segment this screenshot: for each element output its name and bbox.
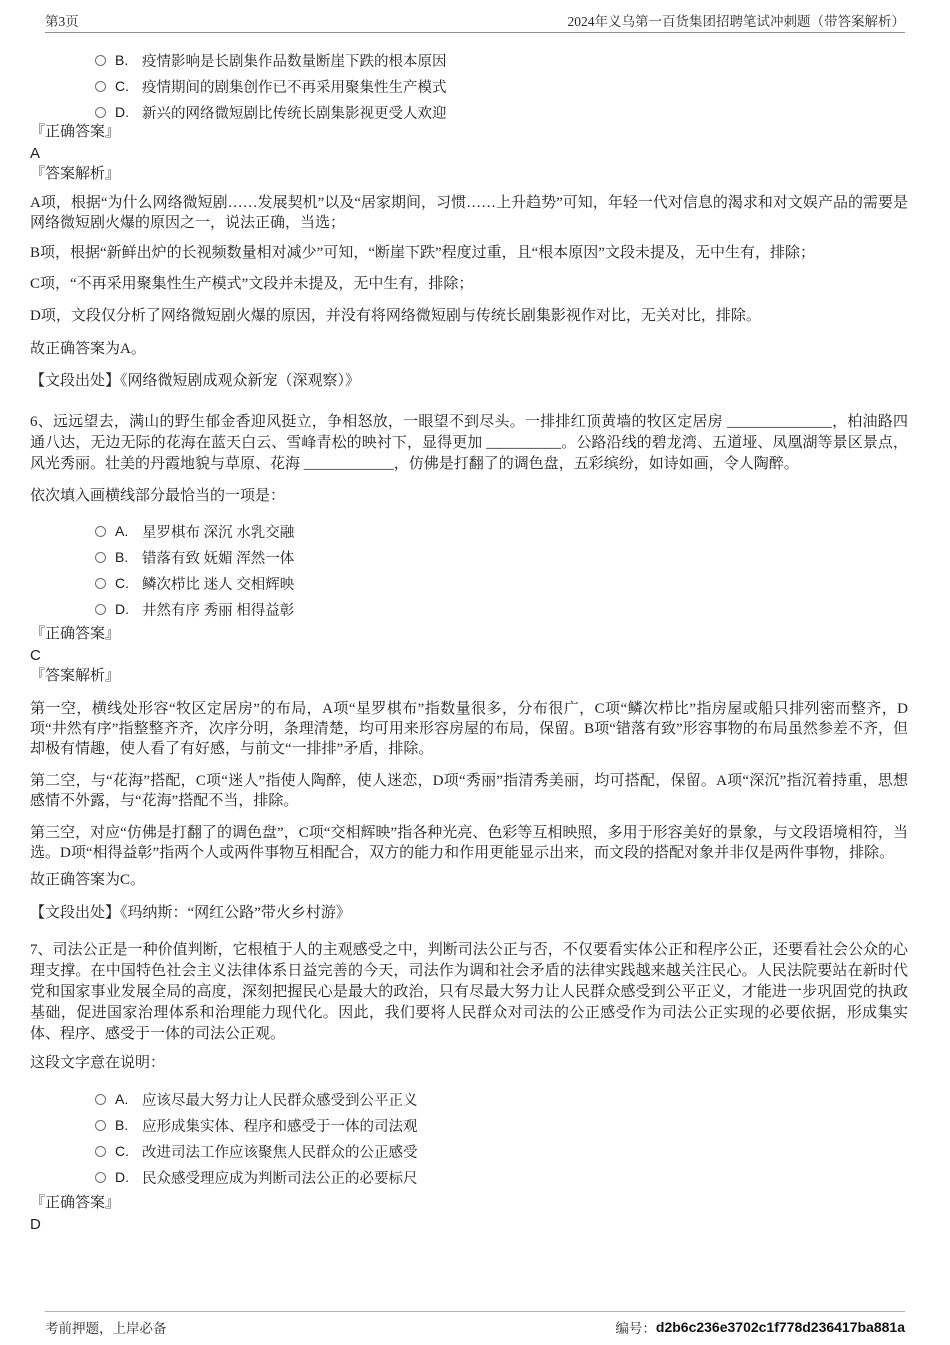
- radio-icon[interactable]: [95, 1146, 106, 1157]
- q7-options: [30, 1089, 908, 1187]
- q5-option-c[interactable]: [95, 76, 908, 96]
- q5-option-b[interactable]: [95, 50, 908, 70]
- radio-icon[interactable]: [95, 526, 106, 537]
- option-text: 应形成集实体、程序和感受于一体的司法观: [142, 1118, 418, 1135]
- q5-analysis-a: A项，根据“为什么网络微短剧……发展契机”以及“居家期间，习惯……上升趋势”可知，年轻一代对信息的渴求和对文娱产品的需要是网络微短剧火爆的原因之一，说法正确，当选；: [30, 195, 908, 231]
- option-letter: D.: [115, 104, 129, 120]
- option-letter: D.: [115, 601, 129, 617]
- q6-option-a[interactable]: [95, 521, 908, 541]
- option-letter: C.: [115, 575, 129, 591]
- q6-prompt: 依次填入画横线部分最恰当的一项是：: [30, 488, 286, 504]
- radio-icon[interactable]: [95, 55, 106, 66]
- q5-analysis-c: C项，“不再采用聚集性生产模式”文段并未提及，无中生有，排除；: [30, 276, 474, 292]
- option-letter: A.: [115, 523, 129, 539]
- q6-option-b[interactable]: [95, 547, 908, 567]
- page-header: [45, 0, 905, 33]
- q5-source: 【文段出处】《网络微短剧成观众新宠（深观察）》: [30, 373, 361, 389]
- q5-option-d[interactable]: [95, 102, 908, 122]
- radio-icon[interactable]: [95, 1172, 106, 1183]
- page-footer: [45, 1311, 905, 1337]
- q6-correct-answer-label: 『正确答案』: [30, 626, 121, 642]
- radio-icon[interactable]: [95, 604, 106, 615]
- option-text: 鳞次栉比 迷人 交相辉映: [142, 576, 295, 593]
- q7-stem: 7、司法公正是一种价值判断，它根植于人的主观感受之中，判断司法公正与否，不仅要看实体公正和程序公正，还要看社会公众的心理支撑。在中国特色社会主义法律体系日益完善的今天，司法作为调和社会矛盾的法律实践越来越关注民心。人民法院要站在新时代党和国家事业发展全局的高度，深刻把握民心是最大的政治，只有尽最大努力让人民群众感受到公平正义，才能进一步巩固党的执政基础，促进国家治理体系和治理能力现代化。因此，我们要将人民群众对司法的公正感受作为司法公正实现的必要依据，形成集实体、程序、感受于一体的司法公正观。: [30, 942, 908, 1042]
- radio-icon[interactable]: [95, 578, 106, 589]
- document-title: 2024年义乌第一百货集团招聘笔试冲刺题（带答案解析）: [567, 14, 905, 29]
- page-number: 第3页: [45, 14, 79, 29]
- q5-options: [30, 50, 908, 122]
- q5-analysis-d: D项，文段仅分析了网络微短剧火爆的原因，并没有将网络微短剧与传统长剧集影视作对比，无关对比，排除。: [30, 308, 761, 324]
- q7-prompt: 这段文字意在说明：: [30, 1055, 166, 1071]
- footer-code-block: [615, 1317, 905, 1337]
- option-letter: C.: [115, 1143, 129, 1159]
- radio-icon[interactable]: [95, 107, 106, 118]
- q5-conclusion: 故正确答案为A。: [30, 341, 146, 357]
- q6-source: 【文段出处】《玛纳斯：“网红公路”带火乡村游》: [30, 905, 351, 921]
- option-text: 改进司法工作应该聚焦人民群众的公正感受: [142, 1144, 418, 1161]
- option-text: 疫情影响是长剧集作品数量断崖下跌的根本原因: [142, 53, 447, 70]
- option-letter: B.: [115, 549, 129, 565]
- option-letter: B.: [115, 52, 129, 68]
- option-text: 错落有致 妩媚 浑然一体: [142, 550, 295, 567]
- option-text: 星罗棋布 深沉 水乳交融: [142, 524, 295, 541]
- radio-icon[interactable]: [95, 1094, 106, 1105]
- option-letter: C.: [115, 78, 129, 94]
- q6-correct-answer-value: C: [30, 647, 41, 664]
- option-text: 井然有序 秀丽 相得益彰: [142, 602, 295, 619]
- q6-analysis-label: 『答案解析』: [30, 668, 121, 684]
- q5-correct-answer-label: 『正确答案』: [30, 124, 121, 140]
- page-content: [30, 32, 908, 1235]
- q6-conclusion: 故正确答案为C。: [30, 872, 146, 888]
- q7-correct-answer-label: 『正确答案』: [30, 1195, 121, 1211]
- q6-option-d[interactable]: [95, 599, 908, 619]
- radio-icon[interactable]: [95, 552, 106, 563]
- option-text: 应该尽最大努力让人民群众感受到公平正义: [142, 1092, 418, 1109]
- q6-analysis-blank1: 第一空，横线处形容“牧区定居房”的布局，A项“星罗棋布”指数量很多，分布很广，C项“鳞次栉比”指房屋或船只排列密而整齐，D项“井然有序”指整整齐齐，次序分明，条理清楚，均可用来形容房屋的布局，保留。B项“错落有致”形容事物的布局虽然参差不齐，但却极有情趣，使人看了有好感，与前文“一排排”矛盾，排除。: [30, 701, 908, 757]
- q7-option-c[interactable]: [95, 1141, 908, 1161]
- option-text: 新兴的网络微短剧比传统长剧集影视更受人欢迎: [142, 105, 447, 122]
- q7-option-b[interactable]: [95, 1115, 908, 1135]
- footer-code-value: d2b6c236e3702c1f778d236417ba881a: [655, 1319, 905, 1335]
- q7-correct-answer-value: D: [30, 1216, 41, 1233]
- q7-option-a[interactable]: [95, 1089, 908, 1109]
- radio-icon[interactable]: [95, 1120, 106, 1131]
- q7-option-d[interactable]: [95, 1167, 908, 1187]
- q5-correct-answer-value: A: [30, 145, 41, 162]
- q6-stem: 6、远远望去，满山的野生郁金香迎风挺立，争相怒放，一眼望不到尽头。一排排红顶黄墙的牧区定居房 ______________，柏油路四通八达，无边无际的花海在蓝天白云、雪峰青松的映衬下，显得更加 __________。公路沿线的碧龙湾、五道垭、凤凰湖等景区景点，风光秀丽。壮美的丹霞地貌与草原、花海 ____________，仿佛是打翻了的调色盘，五彩缤纷，如诗如画，令人陶醉。: [30, 414, 908, 472]
- footer-slogan: 考前押题，上岸必备: [45, 1321, 167, 1336]
- q6-analysis-blank2: 第二空，与“花海”搭配，C项“迷人”指使人陶醉，使人迷恋，D项“秀丽”指清秀美丽，均可搭配，保留。A项“深沉”指沉着持重，思想感情不外露，与“花海”搭配不当，排除。: [30, 773, 908, 809]
- q6-options: [30, 521, 908, 619]
- q5-analysis-label: 『答案解析』: [30, 166, 121, 182]
- q5-analysis-b: B项，根据“新鲜出炉的长视频数量相对减少”可知，“断崖下跌”程度过重，且“根本原因”文段未提及，无中生有，排除；: [30, 245, 815, 261]
- option-letter: A.: [115, 1091, 129, 1107]
- option-letter: D.: [115, 1169, 129, 1185]
- option-text: 疫情期间的剧集创作已不再采用聚集性生产模式: [142, 79, 447, 96]
- q6-analysis-blank3: 第三空，对应“仿佛是打翻了的调色盘”，C项“交相辉映”指各种光亮、色彩等互相映照，多用于形容美好的景象，与文段语境相符，当选。D项“相得益彰”指两个人或两件事物互相配合，双方的能力和作用更能显示出来，而文段的搭配对象并非仅是两件事物，排除。: [30, 825, 908, 861]
- radio-icon[interactable]: [95, 81, 106, 92]
- footer-code-label: 编号：: [615, 1321, 656, 1336]
- option-text: 民众感受理应成为判断司法公正的必要标尺: [142, 1170, 418, 1187]
- option-letter: B.: [115, 1117, 129, 1133]
- q6-option-c[interactable]: [95, 573, 908, 593]
